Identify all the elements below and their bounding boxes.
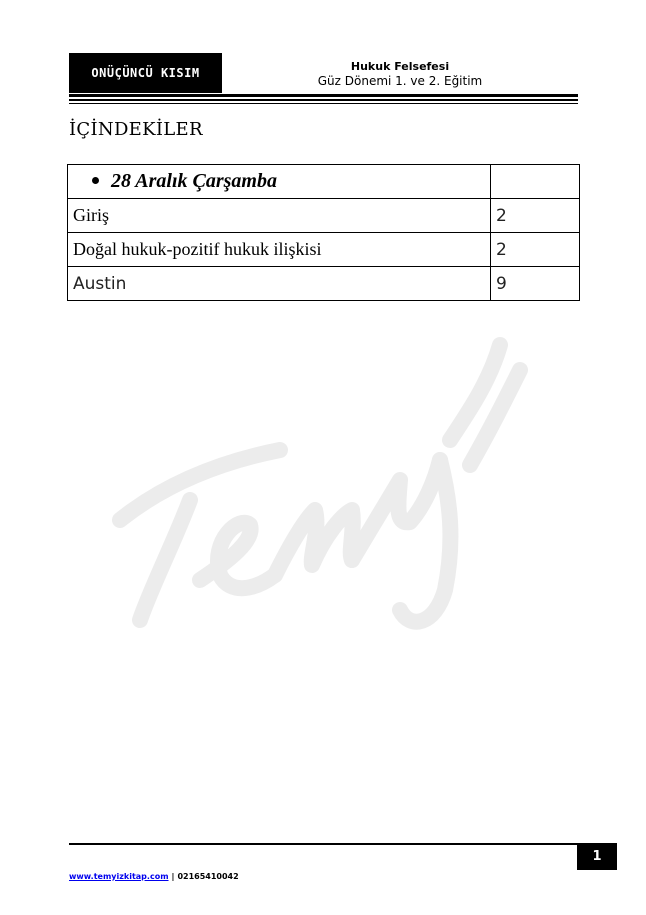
header-rule <box>69 94 578 97</box>
toc-heading-row <box>68 165 580 199</box>
toc-entry-page: 9 <box>491 267 580 301</box>
toc-row <box>68 233 580 267</box>
toc-entry-label[interactable]: Giriş <box>68 199 491 233</box>
toc-row <box>68 267 580 301</box>
phone-number: 02165410042 <box>177 872 239 881</box>
bullet-icon <box>92 177 99 184</box>
toc-row <box>68 199 580 233</box>
toc-entry-page: 2 <box>491 233 580 267</box>
footer-contact <box>69 872 239 881</box>
course-title: Hukuk Felsefesi <box>350 60 450 73</box>
toc-heading-cell <box>68 165 491 199</box>
page-number: 1 <box>592 849 602 864</box>
website-link[interactable]: www.temyizkitap.com <box>69 872 169 881</box>
header-rule <box>69 99 578 101</box>
toc-title: İÇİNDEKİLER <box>69 119 203 140</box>
toc-table <box>67 164 580 301</box>
section-label-tab <box>69 53 222 93</box>
toc-entry-label[interactable]: Doğal hukuk-pozitif hukuk ilişkisi <box>68 233 491 267</box>
footer-rule <box>69 843 577 845</box>
section-label: ONÜÇÜNCÜ KISIM <box>91 66 200 80</box>
toc-entry-page: 2 <box>491 199 580 233</box>
toc-heading-page-cell <box>491 165 580 199</box>
watermark-logo <box>80 290 540 650</box>
header-course-info <box>300 60 500 89</box>
toc-heading-text: 28 Aralık Çarşamba <box>111 170 277 192</box>
page-number-box <box>577 843 617 870</box>
footer-separator: | <box>171 872 175 881</box>
course-subtitle: Güz Dönemi 1. ve 2. Eğitim <box>317 74 483 88</box>
toc-entry-label[interactable]: Austin <box>68 267 491 301</box>
header-rule <box>69 103 578 104</box>
